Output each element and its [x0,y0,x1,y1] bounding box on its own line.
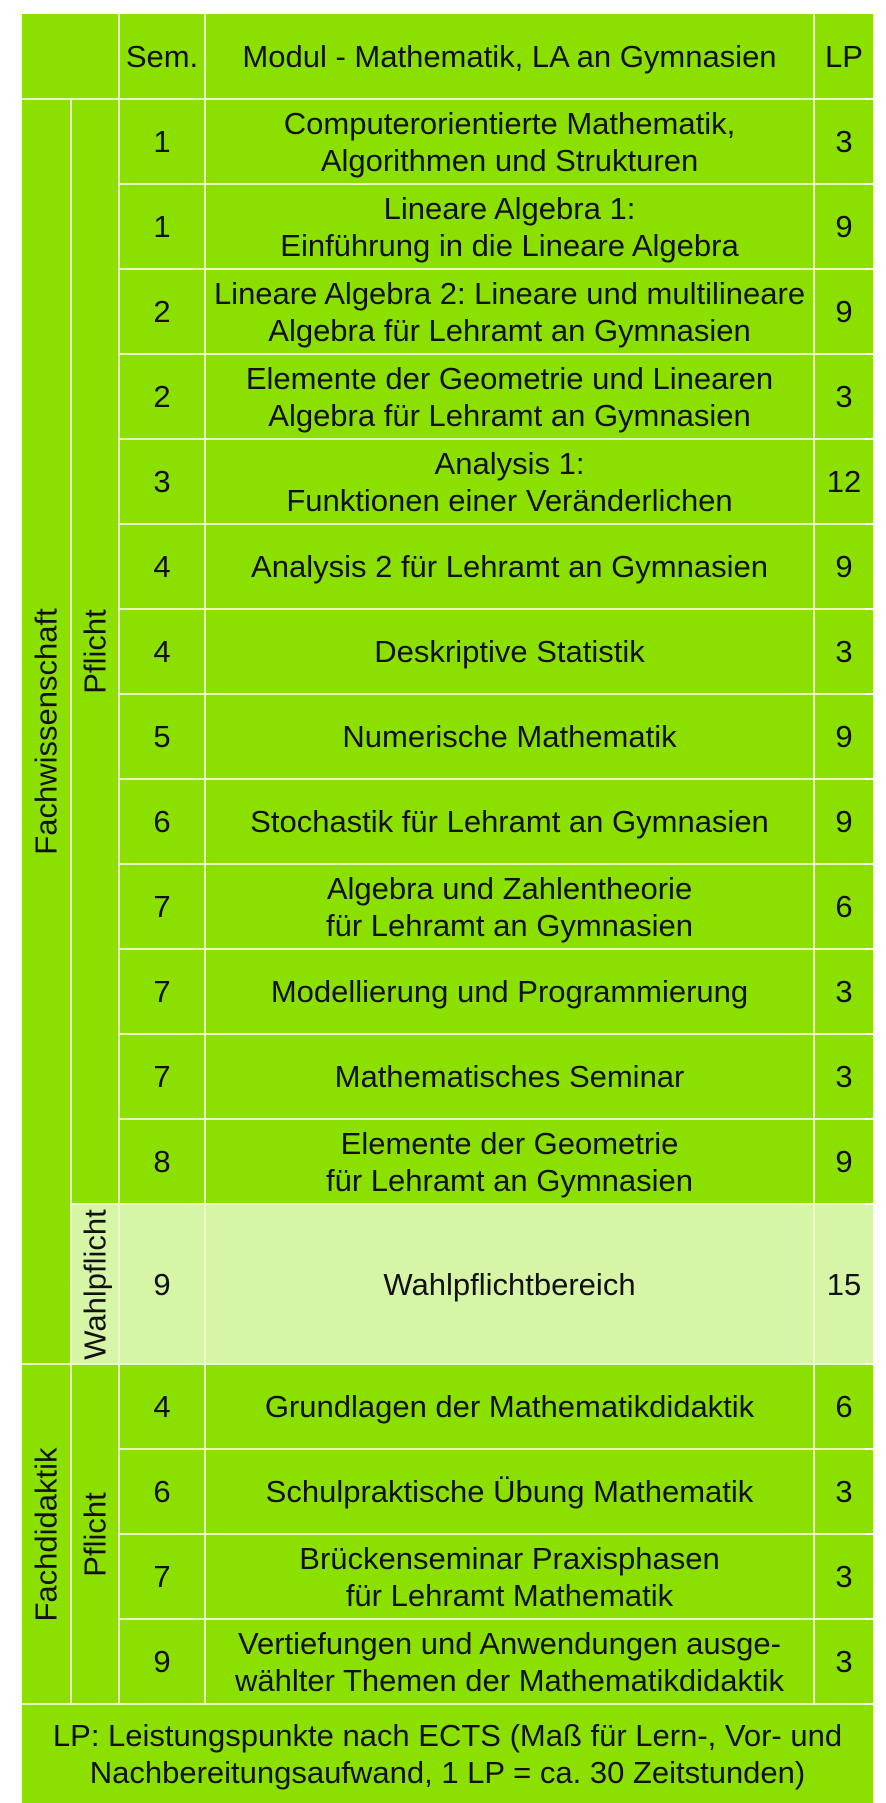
row-module [206,525,813,608]
row-sem: 6 [120,1450,204,1533]
row-module [206,270,813,353]
footer-note [22,1705,873,1803]
module-line: Modellierung und Programmierung [270,974,749,1009]
module-line: Deskriptive Statistik [374,634,645,669]
module-line: für Lehramt Mathematik [345,1577,674,1613]
row-module [206,1620,813,1703]
module-line: Algebra für Lehramt an Gymnasien [268,397,751,433]
module-line: Computerorientierte Mathematik, [283,105,736,141]
module-line: Analysis 1: [434,445,585,481]
module-line: Analysis 2 für Lehramt an Gymnasien [251,549,768,584]
module-line: wählter Themen der Mathematikdidaktik [234,1662,785,1698]
row-module [206,780,813,863]
header-sem: Sem. [120,14,204,98]
row-module [206,1535,813,1618]
row-lp: 3 [815,1035,873,1118]
module-line: Algebra für Lehramt an Gymnasien [268,312,751,348]
group-pflicht-fachdidaktik [72,1365,118,1703]
row-lp: 12 [815,440,873,523]
row-lp: 9 [815,525,873,608]
group-fachwissenschaft [22,100,70,1363]
group-wahlpflicht [72,1205,118,1363]
group-pflicht-label: Pflicht [77,609,113,694]
row-lp: 9 [815,695,873,778]
header-blank [22,14,118,98]
module-line: Elemente der Geometrie [340,1125,679,1161]
row-sem: 9 [120,1620,204,1703]
row-lp: 3 [815,355,873,438]
module-line: Mathematisches Seminar [334,1059,685,1094]
row-sem: 3 [120,440,204,523]
row-sem: 4 [120,610,204,693]
row-sem: 7 [120,1535,204,1618]
row-module [206,1120,813,1203]
row-module [206,695,813,778]
row-sem: 6 [120,780,204,863]
module-line: Brückenseminar Praxisphasen [299,1540,720,1576]
group-pflicht-fachwissenschaft [72,100,118,1203]
module-line: Lineare Algebra 2: Lineare und multilineare [213,275,806,311]
module-line: Einführung in die Lineare Algebra [280,227,739,263]
row-lp: 3 [815,610,873,693]
header-lp: LP [815,14,873,98]
group-fachdidaktik [22,1365,70,1703]
row-lp: 3 [815,1620,873,1703]
module-line: Elemente der Geometrie und Linearen [245,360,774,396]
footer-line: Nachbereitungsaufwand, 1 LP = ca. 30 Zeitstunden) [89,1755,806,1790]
group-pflicht-label: Pflicht [77,1491,113,1577]
row-module [206,1035,813,1118]
group-fachdidaktik-label: Fachdidaktik [28,1446,64,1622]
row-module [206,1365,813,1448]
row-sem: 7 [120,950,204,1033]
row-sem: 2 [120,270,204,353]
module-line: für Lehramt an Gymnasien [325,907,693,943]
module-line: Grundlagen der Mathematikdidaktik [264,1389,755,1424]
row-lp: 6 [815,1365,873,1448]
row-lp: 9 [815,1120,873,1203]
row-lp: 9 [815,780,873,863]
row-lp: 3 [815,1535,873,1618]
group-wahlpflicht-label: Wahlpflicht [77,1208,113,1360]
row-sem: 9 [120,1205,204,1363]
row-sem: 4 [120,1365,204,1448]
row-sem: 2 [120,355,204,438]
row-lp: 9 [815,270,873,353]
group-fachwissenschaft-label: Fachwissenschaft [28,608,64,855]
row-module [206,1450,813,1533]
row-module [206,185,813,268]
row-module [206,610,813,693]
module-line: Algorithmen und Strukturen [320,142,699,178]
footer-line: LP: Leistungspunkte nach ECTS (Maß für Lern-, Vor- und [52,1718,843,1753]
row-sem: 7 [120,865,204,948]
row-module [206,950,813,1033]
row-lp: 3 [815,950,873,1033]
row-lp: 3 [815,1450,873,1533]
row-sem: 5 [120,695,204,778]
row-lp: 6 [815,865,873,948]
header-modul: Modul - Mathematik, LA an Gymnasien [206,14,813,98]
row-sem: 8 [120,1120,204,1203]
row-module [206,440,813,523]
module-line: für Lehramt an Gymnasien [325,1162,693,1198]
module-line: Algebra und Zahlentheorie [326,870,693,906]
row-lp: 9 [815,185,873,268]
module-line: Schulpraktische Übung Mathematik [265,1474,754,1509]
row-module [206,1205,813,1363]
module-line: Lineare Algebra 1: [383,190,636,226]
module-line: Vertiefungen und Anwendungen ausge- [238,1625,781,1661]
row-sem: 4 [120,525,204,608]
row-module [206,865,813,948]
row-sem: 1 [120,100,204,183]
row-module [206,100,813,183]
row-sem: 1 [120,185,204,268]
module-line: Funktionen einer Veränderlichen [286,482,733,518]
row-sem: 7 [120,1035,204,1118]
module-line: Wahlpflichtbereich [383,1266,636,1302]
row-lp: 15 [815,1205,873,1363]
row-lp: 3 [815,100,873,183]
module-table [22,14,865,1790]
module-line: Numerische Mathematik [342,719,677,754]
row-module [206,355,813,438]
module-line: Stochastik für Lehramt an Gymnasien [250,804,769,839]
